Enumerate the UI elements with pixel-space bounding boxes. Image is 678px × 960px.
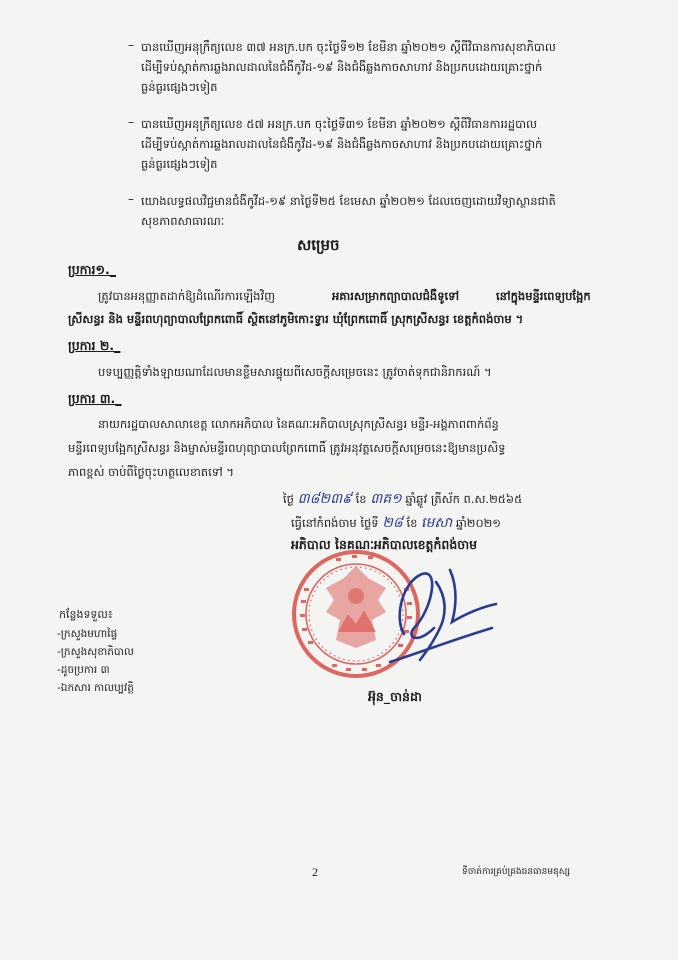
lunar-month-word: ខែ: [355, 492, 367, 506]
date-suffix: ឆ្នាំ២០២១: [455, 516, 502, 530]
preamble-2-line-1: បានឃើញអនុក្រឹត្យលេខ ៥៧ អនក្រ.បក ចុះថ្ងៃទី៣១ ខែមីនា ឆ្នាំ២០២១ ស្ដីពីវិធានការរដ្ឋបាល: [141, 117, 537, 131]
date-handwritten-day: ២៨: [382, 515, 403, 531]
signer-name: អ៊ុន_ចាន់ដា: [368, 689, 422, 704]
article-2-label: ប្រការ ២._: [68, 338, 121, 353]
footer-department: ទីចាត់ការគ្រប់គ្រងធនធានមនុស្ស: [462, 867, 571, 877]
bullet-dash: –: [128, 38, 134, 52]
lunar-date-line: [283, 492, 522, 506]
preamble-2-line-2: ដើម្បីទប់ស្កាត់ការឆ្លងរាលដាលនៃជំងឺកូវីដ-១៩ និងជំងឺឆ្លងកាចសាហាវ និងប្រកបដោយគ្រោះថ្នាក់: [141, 137, 543, 151]
article-1-line-2: ស្រីសន្ធរ និង មន្ទីរពហុព្យាបាលព្រែកពោធិ៍ ស្ថិតនៅភូមិកោះទ្វារ ឃុំព្រែកពោធិ៍ ស្រុកស្រីសន្ធរ ខេត្តកំពង់ចាម ។: [68, 312, 524, 326]
date-handwritten-month: មេសា: [421, 515, 453, 531]
article-2-line-1: បទប្បញ្ញត្តិទាំងឡាយណាដែលមានខ្លឹមសារផ្ទុយពីសេចក្ដីសម្រេចនេះ ត្រូវចាត់ទុកជានិរាករណ៍ ។: [98, 365, 492, 379]
recipient-item: -ក្រសួងសុខាភិបាល: [57, 646, 134, 658]
recipient-item: -ក្រសួងមហាផ្ទៃ: [57, 628, 118, 640]
article-1-label: ប្រការ១._: [68, 262, 116, 277]
preamble-2-line-3: ធ្ងន់ធ្ងរផ្សេងៗទៀត: [141, 157, 218, 171]
decision-heading: សម្រេច: [297, 236, 340, 254]
recipient-item: -ឯកសារ កាលប្បវត្តិ: [57, 682, 134, 694]
lunar-handwritten-day: ៣៨២៣៩: [297, 491, 352, 507]
lunar-prefix: ថ្ងៃ: [283, 492, 294, 506]
signer-title: អភិបាល នៃគណៈអភិបាលខេត្តកំពង់ចាម: [291, 537, 478, 552]
preamble-1-line-1: បានឃើញអនុក្រឹត្យលេខ ៣៧ អនក្រ.បក ចុះថ្ងៃទី១២ ខែមីនា ឆ្នាំ២០២១ ស្ដីពីវិធានការសុខាភិបាល: [141, 40, 556, 54]
bullet-dash: –: [128, 192, 134, 206]
solar-date-line: [291, 516, 501, 530]
article-3-line-3: ភាពខ្ពស់ ចាប់ពីថ្ងៃចុះហត្ថលេខាតទៅ ។: [68, 465, 234, 479]
preamble-3-line-2: សុខភាពសាធារណៈ: [141, 214, 225, 228]
official-stamp-seal: [286, 548, 516, 708]
recipients-header: កន្លែងទទួល៖: [59, 608, 113, 621]
bullet-dash: –: [128, 115, 134, 129]
page-number: 2: [312, 865, 318, 879]
article-1-text-bold: អគារសម្រាកព្យាបាលជំងឺទូទៅ: [332, 289, 460, 303]
article-3-line-1: នាយករដ្ឋបាលសាលាខេត្ត លោកអភិបាល នៃគណៈអភិបាលស្រុកស្រីសន្ធរ មន្ទីរ-អង្គភាពពាក់ព័ន្ធ: [98, 417, 499, 431]
preamble-1-line-3: ធ្ងន់ធ្ងរផ្សេងៗទៀត: [141, 80, 218, 94]
date-month-word: ខែ: [406, 516, 418, 530]
lunar-handwritten-month: ៣គ១: [370, 491, 402, 507]
recipient-item: -ដូចប្រការ ៣: [57, 664, 110, 676]
article-3-label: ប្រការ ៣._: [68, 391, 122, 406]
lunar-suffix: ឆ្នាំឆ្លូវ ត្រីស័ក ព.ស.២៥៦៥: [405, 492, 523, 506]
article-1-text-plain: ត្រូវបានអនុញ្ញាតដាក់ឱ្យដំណើរការឡើងវិញ: [98, 289, 276, 303]
date-prefix: ធ្វើនៅកំពង់ចាម ថ្ងៃទី: [291, 516, 379, 530]
article-3-line-2: មន្ទីរពេទ្យបង្អែកស្រីសន្ធរ និងម្ចាស់មន្ទីរពហុព្យាបាលព្រែកពោធិ៍ ត្រូវអនុវត្តសេចក្ដីសម្រេចនេះឱ្យមានប្រសិទ្ធ: [68, 441, 506, 455]
preamble-3-line-1: យោងលទ្ធផលវិជ្ជមានជំងឺកូវីដ-១៩ នាថ្ងៃទី២៥ ខែមេសា ឆ្នាំ២០២១ ដែលចេញដោយវិទ្យាស្ថានជាតិ: [141, 194, 556, 208]
article-1-text-tail: នៅក្នុងមន្ទីរពេទ្យបង្អែក: [496, 289, 591, 303]
preamble-1-line-2: ដើម្បីទប់ស្កាត់ការឆ្លងរាលដាលនៃជំងឺកូវីដ-១៩ និងជំងឺឆ្លងកាចសាហាវ និងប្រកបដោយគ្រោះថ្នាក់: [141, 60, 543, 74]
